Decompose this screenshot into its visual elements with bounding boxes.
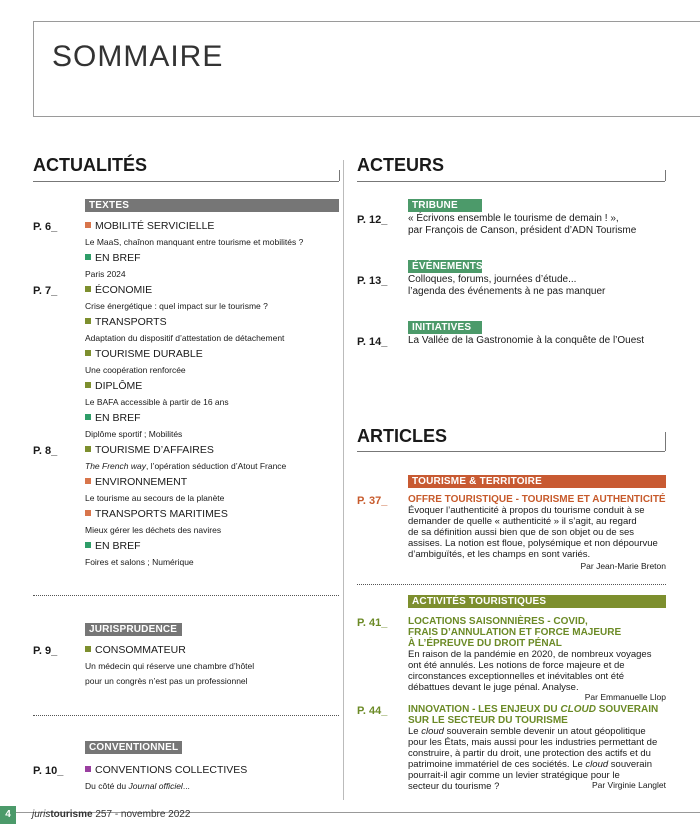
toc-item-sub: Le BAFA accessible à partir de 16 ans [85, 397, 229, 407]
initiatives-tag: INITIATIVES [408, 321, 482, 334]
toc-item-sub: Adaptation du dispositif d’attestation de détachement [85, 333, 285, 343]
article-summary-line: secteur du tourisme ? [408, 781, 500, 792]
page-ref: P. 41_ [357, 617, 388, 629]
toc-item-sub: The French way, l’opération séduction d’Atout France [85, 461, 287, 471]
section-separator [33, 595, 339, 596]
column-divider [343, 160, 344, 800]
article-summary-line: construire, à partir du droit, une protection des actifs et du [408, 748, 651, 759]
tribune-tag: TRIBUNE [408, 199, 482, 212]
bullet-square-icon [85, 766, 91, 772]
toc-item-sub: Une coopération renforcée [85, 365, 186, 375]
articles-heading: ARTICLES [357, 426, 447, 446]
acteurs-heading: ACTEURS [357, 155, 445, 175]
toc-item-tourisme-affaires[interactable]: TOURISME D’AFFAIRES [85, 444, 214, 456]
bullet-square-icon [85, 446, 91, 452]
toc-item-en-bref[interactable]: EN BREF [85, 412, 141, 424]
acteur-entry-initiatives[interactable]: La Vallée de la Gastronomie à la conquête de l’Ouest [408, 335, 645, 346]
article-summary-line: patrimoine immatériel de ces sociétés. Le cloud souverain [408, 759, 652, 770]
page-ref: P. 6_ [33, 221, 58, 233]
bullet-square-icon [85, 414, 91, 420]
toc-item-sub: Le tourisme au secours de la planète [85, 493, 225, 503]
article-summary-line: pour les États, mais aussi pour les industries permettant de [408, 737, 658, 748]
actualites-rule [33, 181, 339, 182]
bullet-square-icon [85, 286, 91, 292]
conventionnel-tag: CONVENTIONNEL [85, 741, 182, 754]
page-ref: P. 8_ [33, 445, 58, 457]
page-ref: P. 44_ [357, 705, 388, 717]
toc-item-sub: Du côté du Journal officiel... [85, 781, 190, 791]
article-title[interactable]: OFFRE TOURISTIQUE - TOURISME ET AUTHENTICITÉ [408, 494, 666, 505]
toc-item-sub: Un médecin qui réserve une chambre d’hôtel [85, 661, 255, 671]
section-separator [357, 584, 666, 585]
article-summary-line: pourrait-il agir comme un levier stratégique pour le [408, 770, 620, 781]
bullet-square-icon [85, 254, 91, 260]
bullet-square-icon [85, 350, 91, 356]
article-summary: En raison de la pandémie en 2020, de nombreux voyages ont été annulés. Les notions de force majeure et de circonstances exceptionnelles et inévitables ont été débattues devant le juge pénal. Analyse. [408, 649, 652, 693]
evenements-tag: ÉVÉNEMENTS [408, 260, 482, 273]
toc-item-sub: Paris 2024 [85, 269, 126, 279]
toc-item-mobilite[interactable]: MOBILITÉ SERVICIELLE [85, 220, 214, 232]
articles-rule [357, 451, 665, 452]
toc-item-tourisme-durable[interactable]: TOURISME DURABLE [85, 348, 203, 360]
bullet-square-icon [85, 382, 91, 388]
toc-item-sub: pour un congrès n’est pas un professionnel [85, 676, 248, 686]
actualites-heading: ACTUALITÉS [33, 155, 147, 175]
page-ref: P. 7_ [33, 285, 58, 297]
page-number: 4 [0, 806, 16, 824]
tourisme-territoire-tag: TOURISME & TERRITOIRE [408, 475, 666, 488]
article-summary: Évoquer l’authenticité à propos du tourisme conduit à se demander de quelle « authenticité » il s’agit, au regard de sa définition aussi bien que de son objet ou de ses assises. La notion est floue, polysémique et non dépourvue d’ambiguïtés, et les champs en sont variés. [408, 505, 658, 560]
page-title: SOMMAIRE [52, 40, 224, 73]
article-byline: Par Emmanuelle Llop [584, 692, 666, 702]
jurisprudence-tag: JURISPRUDENCE [85, 623, 182, 636]
toc-item-diplome[interactable]: DIPLÔME [85, 380, 142, 392]
bullet-square-icon [85, 542, 91, 548]
bullet-square-icon [85, 222, 91, 228]
articles-rule-tick [665, 432, 666, 451]
article-byline: Par Virginie Langlet [591, 780, 666, 790]
page-ref: P. 14_ [357, 336, 388, 348]
footer-publication: juristourisme 257 - novembre 2022 [32, 809, 191, 820]
textes-tag: TEXTES [85, 199, 339, 212]
acteur-entry-tribune[interactable]: « Écrivons ensemble le tourisme de demain ! », par François de Canson, président d’ADN Tourisme [408, 213, 637, 236]
actualites-rule-tick [339, 170, 340, 181]
toc-item-transports[interactable]: TRANSPORTS [85, 316, 167, 328]
toc-item-en-bref[interactable]: EN BREF [85, 540, 141, 552]
section-separator [33, 715, 339, 716]
toc-item-sub: Foires et salons ; Numérique [85, 557, 194, 567]
acteurs-rule-tick [665, 170, 666, 181]
toc-item-sub: Le MaaS, chaînon manquant entre tourisme et mobilités ? [85, 237, 304, 247]
page-ref: P. 37_ [357, 495, 388, 507]
bullet-square-icon [85, 318, 91, 324]
page-ref: P. 13_ [357, 275, 388, 287]
acteurs-rule [357, 181, 665, 182]
toc-item-conventions-collectives[interactable]: CONVENTIONS COLLECTIVES [85, 764, 247, 776]
article-byline: Par Jean-Marie Breton [580, 561, 666, 571]
page-ref: P. 12_ [357, 214, 388, 226]
toc-item-sub: Crise énergétique : quel impact sur le tourisme ? [85, 301, 268, 311]
bullet-square-icon [85, 478, 91, 484]
toc-item-sub: Mieux gérer les déchets des navires [85, 525, 222, 535]
toc-item-economie[interactable]: ÉCONOMIE [85, 284, 152, 296]
toc-item-consommateur[interactable]: CONSOMMATEUR [85, 644, 186, 656]
article-title[interactable]: INNOVATION - LES ENJEUX DU CLOUD SOUVERAIN SUR LE SECTEUR DU TOURISME [408, 704, 659, 726]
toc-item-sub: Diplôme sportif ; Mobilités [85, 429, 183, 439]
toc-item-transports-maritimes[interactable]: TRANSPORTS MARITIMES [85, 508, 228, 520]
acteur-entry-evenements[interactable]: Colloques, forums, journées d’étude... l’agenda des événements à ne pas manquer [408, 274, 606, 297]
article-title[interactable]: LOCATIONS SAISONNIÈRES - COVID, FRAIS D’ANNULATION ET FORCE MAJEURE À L’ÉPREUVE DU DROIT PÉNAL [408, 616, 622, 649]
article-summary-line: Le cloud souverain semble devenir un atout géopolitique [408, 726, 646, 737]
toc-item-environnement[interactable]: ENVIRONNEMENT [85, 476, 187, 488]
bullet-square-icon [85, 646, 91, 652]
page-ref: P. 10_ [33, 765, 64, 777]
toc-item-en-bref[interactable]: EN BREF [85, 252, 141, 264]
page-ref: P. 9_ [33, 645, 58, 657]
bullet-square-icon [85, 510, 91, 516]
activites-touristiques-tag: ACTIVITÉS TOURISTIQUES [408, 595, 666, 608]
